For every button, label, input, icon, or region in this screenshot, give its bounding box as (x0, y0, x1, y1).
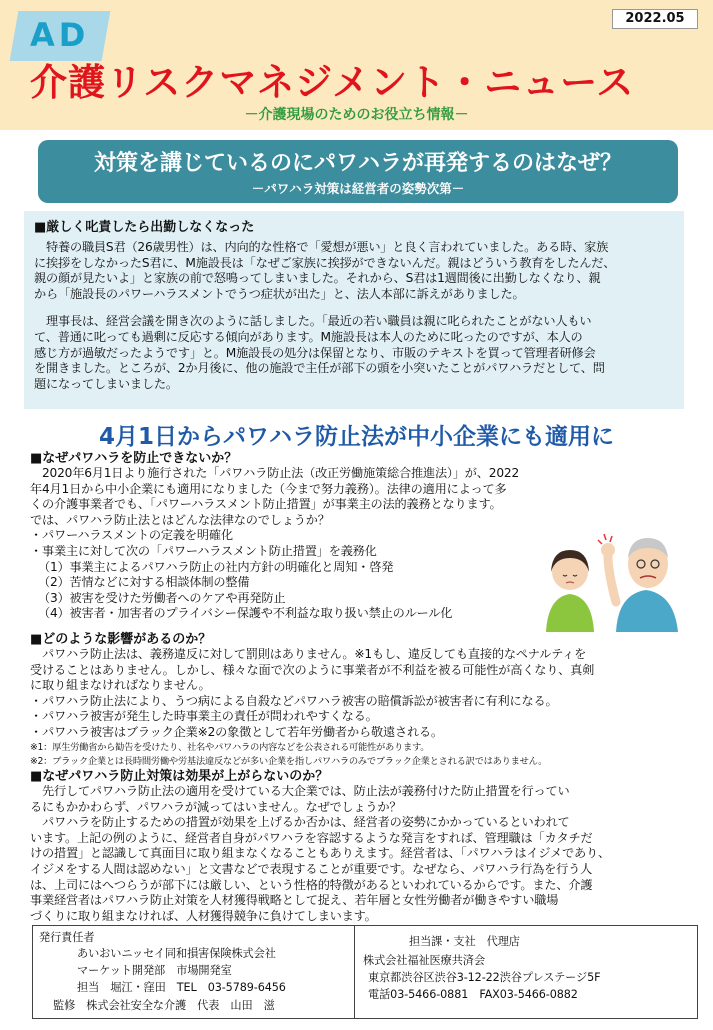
text-line: づくりに取り組まなければ、人材獲得競争に負けてしまいます。 (30, 908, 377, 923)
agent-name: 株式会社福祉医療共済会 (363, 954, 485, 967)
footnote: ※1：厚生労働省から勧告を受けたり、社名やパワハラの内容などを公表される可能性があります。 (30, 741, 430, 753)
publisher-contact: 担当 堀江・窪田 TEL 03-5789-6456 (77, 981, 286, 994)
section-impact (30, 628, 700, 769)
boss-figure (598, 534, 678, 632)
case-paragraph-1 (34, 240, 676, 302)
issue-date: 2022.05 (612, 9, 698, 29)
text-line: くの介護事業者でも、「パワーハラスメント防止措置」が事業主の法的義務となります。 (30, 497, 502, 512)
feature-subtitle: －パワハラ対策は経営者の姿勢次第－ (251, 181, 465, 196)
text-line: 親の顔が見たいよ」と家族の前で怒鳴ってしまいました。それから、S君は1週間後に出勤しなくなり、親 (34, 271, 601, 286)
text-line: ・事業主に対して次の「パワーハラスメント防止措置」を義務化 (30, 543, 377, 558)
case-heading: ■厳しく叱責したら出勤しなくなった (34, 220, 255, 235)
text-line: るにもかかわらず、パワハラが減ってはいません。なぜでしょうか？ (30, 799, 402, 814)
ad-label: AD (30, 16, 90, 54)
text-line: イジメをする人間は認めない」と文書などで表現することが重要です。なぜなら、パワハラ行為を行う人 (30, 861, 593, 876)
law-section-title: 4月1日からパワハラ防止法が中小企業にも適用に (98, 424, 614, 450)
text-line: 年4月1日から中小企業にも適用になりました（今まで努力義務）。法律の適用によって多 (30, 481, 507, 496)
feature-title: 対策を講じているのにパワハラが再発するのはなぜ？ (93, 151, 622, 176)
text-line: では、パワハラ防止法とはどんな法律なのでしょうか？ (30, 512, 330, 527)
text-line: 感じ方が過敏だったようです」と。M施設長の処分は保留となり、市販のテキストを買って管理者研修会 (34, 345, 596, 360)
illustration-angry-boss-and-worker (538, 522, 688, 632)
text-line: （2）苦情などに対する相談体制の整備 (38, 575, 250, 590)
text-line: は、上司にはへつらうが部下には厳しい、という性格的特徴があるといわれているからです。また、介護 (30, 877, 593, 892)
text-line: 事業経営者はパワハラ防止対策を人材獲得戦略として捉え、若年層と女性労働者が働きやすい職場 (30, 893, 559, 908)
publisher-footer (32, 925, 698, 1019)
text-line: 2020年6月1日より施行された「パワハラ防止法（改正労働施策総合推進法）」が、2022 (30, 466, 520, 480)
text-line: （1）事業主によるパワハラ防止の社内方針の明確化と周知・啓発 (38, 559, 394, 574)
text-line: パワハラを防止するための措置が効果を上げるか否かは、経営者の姿勢にかかっているといわれて (30, 815, 570, 830)
text-line: 受けることはありません。しかし、様々な面で次のように事業者が不利益を被る可能性が高くなり、真剣 (30, 662, 595, 677)
section-heading: ■なぜパワハラ防止対策は効果が上がらないのか？ (30, 769, 329, 784)
publisher-dept: マーケット開発部 市場開発室 (77, 964, 232, 977)
worker-figure (546, 550, 594, 632)
text-line: います。上記の例のように、経営者自身がパワハラを容認するような発言をすれば、管理職は「カタチだ (30, 830, 593, 845)
text-line: に取り組まなければなりません。 (30, 678, 211, 693)
agent-phone: 電話03-5466-0881 FAX03-5466-0882 (368, 988, 578, 1001)
newsletter-header (0, 0, 713, 130)
text-line: （4）被害者・加害者のプライバシー保護や不利益な取り扱い禁止のルール化 (38, 606, 453, 621)
footer-divider (354, 926, 355, 1018)
text-line: ・パワハラ防止法により、うつ病による自殺などパワハラ被害の賠償訴訟が被害者に有利になる。 (30, 693, 558, 708)
publisher-label: 発行責任者 (39, 931, 95, 944)
section-why-ineffective (30, 765, 700, 924)
text-line: から「施設長のパワーハラスメントでうつ症状が出た」と、法人本部に訴えがありました。 (34, 286, 525, 301)
case-panel (24, 211, 684, 409)
text-line: 理事長は、経営会議を開き次のように話しました。「最近の若い職員は親に叱られたことがない人もい (34, 314, 592, 329)
text-line: ・パワーハラスメントの定義を明確化 (30, 528, 233, 543)
text-line: 題になってしまいました。 (34, 376, 178, 391)
text-line: （3）被害を受けた労働者へのケアや再発防止 (38, 590, 286, 605)
supervisor-line: 監修 株式会社安全な介護 代表 山田 滋 (53, 999, 275, 1012)
text-line: に挨拶をしなかったS君に、M施設長は「なぜご家族に挨拶ができないんだ。親はどういう教育をしたんだ、 (34, 255, 616, 270)
newsletter-subtitle: －介護現場のためのお役立ち情報－ (244, 107, 469, 123)
feature-banner (38, 140, 678, 203)
section-heading: ■なぜパワハラを防止できないか？ (30, 451, 238, 466)
text-line: パワハラ防止法は、義務違反に対して罰則はありません。※1もし、違反しても直接的なペナルティを (30, 647, 587, 661)
newsletter-title: 介護リスクマネジメント・ニュース (30, 61, 635, 104)
text-line: 特養の職員S君（26歳男性）は、内向的な性格で「愛想が悪い」と良く言われていました。ある時、家族 (34, 240, 609, 254)
section-heading: ■どのような影響があるのか？ (30, 632, 212, 647)
footnote: ※2：ブラック企業とは長時間労働や労基法違反などが多い企業を指しパワハラのみでブラック企業とされる訳ではありません。 (30, 755, 548, 767)
agent-label: 担当課・支社 代理店 (409, 935, 520, 948)
agent-address: 東京都渋谷区渋谷3-12-22渋谷プレステージ5F (368, 971, 601, 984)
text-line: けの措置」と認識して真面目に取り組まなくなることもありえます。経営者は、「パワハラはイジメであり、 (30, 846, 610, 861)
publisher-company: あいおいニッセイ同和損害保険株式会社 (77, 947, 276, 960)
text-line: ・パワハラ被害が発生した時事業主の責任が問われやすくなる。 (30, 709, 378, 724)
text-line: 先行してパワハラ防止法の適用を受けている大企業では、防止法が義務付けた防止措置を行ってい (30, 784, 570, 798)
text-line: ・パワハラ被害はブラック企業※2の象徴として若年労働者から敬遠される。 (30, 724, 443, 739)
case-paragraph-2 (34, 314, 676, 392)
text-line: て、普通に叱っても過剰に反応する傾向があります。M施設長は本人のために叱ったのですが、本人の (34, 329, 583, 344)
text-line: を開きました。ところが、2か月後に、他の施設で主任が部下の頭を小突いたことがパワハラだとして、問 (34, 361, 605, 376)
